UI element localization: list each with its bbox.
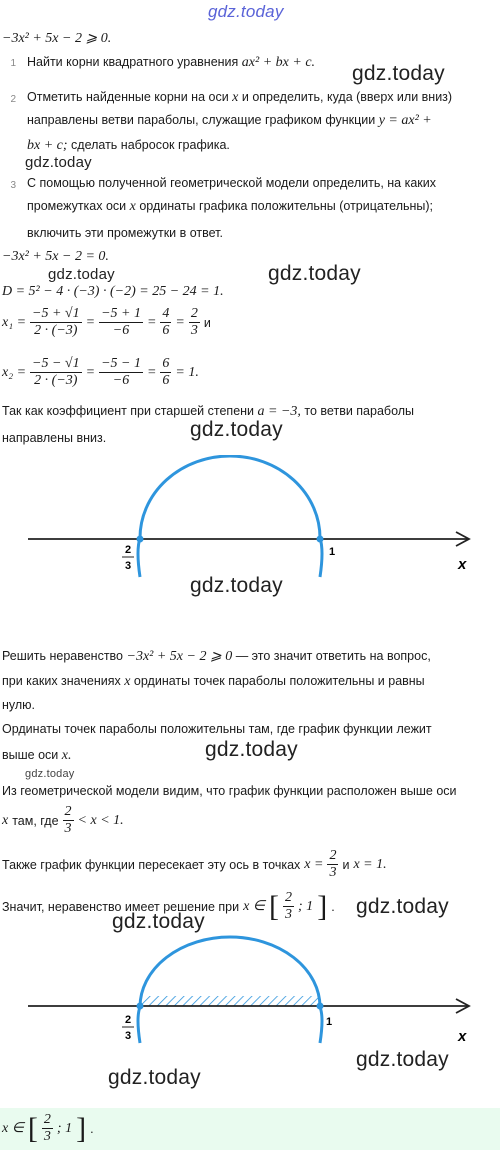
equation: −3x² + 5x − 2 = 0. xyxy=(2,249,109,264)
root-point-1 xyxy=(137,536,144,543)
root-point-1 xyxy=(137,1003,144,1010)
watermark: gdz.today xyxy=(48,266,115,283)
step-2-line2: направлены ветви параболы, служащие графиком функции y = ax² + xyxy=(27,113,432,128)
geometry-line2: x там, где $\frac{2}{3}$ < x < 1. xyxy=(2,804,124,836)
watermark: gdz.today xyxy=(108,1066,201,1089)
step-3-line2: промежутках оси x ординаты графика положительны (отрицательны); xyxy=(27,199,434,214)
watermark-top: gdz.today xyxy=(208,2,284,21)
solve-line1: Решить неравенство −3x² + 5x − 2 ⩾ 0 — это значит ответить на вопрос, xyxy=(2,649,431,664)
coefficient-line1: Так как коэффициент при старшей степени a = −3, то ветви параболы xyxy=(2,404,415,419)
watermark: gdz.today xyxy=(112,910,205,933)
watermark: gdz.today xyxy=(190,418,283,441)
discriminant: D = 5² − 4 · (−3) · (−2) = 25 − 24 = 1. xyxy=(2,284,224,299)
watermark: gdz.today xyxy=(356,1048,449,1071)
watermark: gdz.today xyxy=(268,262,361,285)
step-1-number: 1 xyxy=(10,58,16,69)
root-label-1-den: 3 xyxy=(124,560,132,572)
watermark: gdz.today xyxy=(356,895,449,918)
parabola-graph-2 xyxy=(0,925,500,1050)
watermark: gdz.today xyxy=(205,738,298,761)
positive-line1: Ординаты точек параболы положительны там, где график функции лежит xyxy=(2,722,432,736)
answer-box xyxy=(0,1108,500,1150)
watermark: gdz.today xyxy=(352,62,445,85)
axis-label: x xyxy=(458,1028,467,1045)
solve-line2: при каких значениях x ординаты точек параболы положительны и равны xyxy=(2,674,425,689)
geometry-line1: Из геометрической модели видим, что график функции расположен выше оси xyxy=(2,784,457,798)
root-label-2: 1 xyxy=(329,546,336,558)
step-3-line1: С помощью полученной геометрической модели определить, на каких xyxy=(27,176,437,190)
crossing-line: Также график функции пересекает эту ось в точках x = $\frac{2}{3}$ и x = 1. xyxy=(2,848,387,880)
root-x2: x₂ = $\frac{-5 - √1}{2 \cdot (-3)}$ = $\frac{-5 - 1}{-6}$ = $\frac{6}{6}$ = 1. xyxy=(2,356,199,388)
step-1-text: Найти корни квадратного уравнения ax² + bx + c. xyxy=(27,55,316,70)
solve-line3: нулю. xyxy=(2,698,36,712)
root-label-1-num: 2 xyxy=(124,544,132,556)
step-2-line3: bx + c; сделать набросок графика. xyxy=(27,138,230,153)
root-label-1-den: 3 xyxy=(124,1030,132,1042)
watermark-small: gdz.today xyxy=(25,768,75,780)
root-point-2 xyxy=(317,536,324,543)
step-2-line1: Отметить найденные корни на оси x и определить, куда (вверх или вниз) xyxy=(27,90,453,105)
step-2-number: 2 xyxy=(10,94,16,105)
coefficient-line2: направлены вниз. xyxy=(2,431,107,445)
positive-line2: выше оси x. xyxy=(2,748,72,763)
root-label-2: 1 xyxy=(326,1016,333,1028)
root-point-2 xyxy=(317,1003,324,1010)
root-x1: x₁ = $\frac{-5 + √1}{2 \cdot (-3)}$ = $\frac{-5 + 1}{-6}$ = $\frac{4}{6}$ = $\frac{2}{3}$ и xyxy=(2,306,211,338)
root-label-1-num: 2 xyxy=(124,1014,132,1026)
inequality-statement: −3x² + 5x − 2 ⩾ 0. xyxy=(2,31,112,46)
solution-hatch xyxy=(140,996,320,1006)
watermark: gdz.today xyxy=(190,574,283,597)
solution-line: Значит, неравенство имеет решение при x ∈ [ $\frac{2}{3}$ ; 1 ] . xyxy=(2,889,335,923)
watermark: gdz.today xyxy=(25,154,92,171)
step-3-line3: включить эти промежутки в ответ. xyxy=(27,226,223,240)
step-3-number: 3 xyxy=(10,180,16,191)
axis-label: x xyxy=(458,556,467,573)
parabola-arc xyxy=(138,456,322,577)
parabola-arc xyxy=(138,937,322,1043)
parabola-graph-1 xyxy=(0,455,500,585)
answer: x ∈ [ $\frac{2}{3}$ ; 1 ] . xyxy=(2,1111,94,1145)
